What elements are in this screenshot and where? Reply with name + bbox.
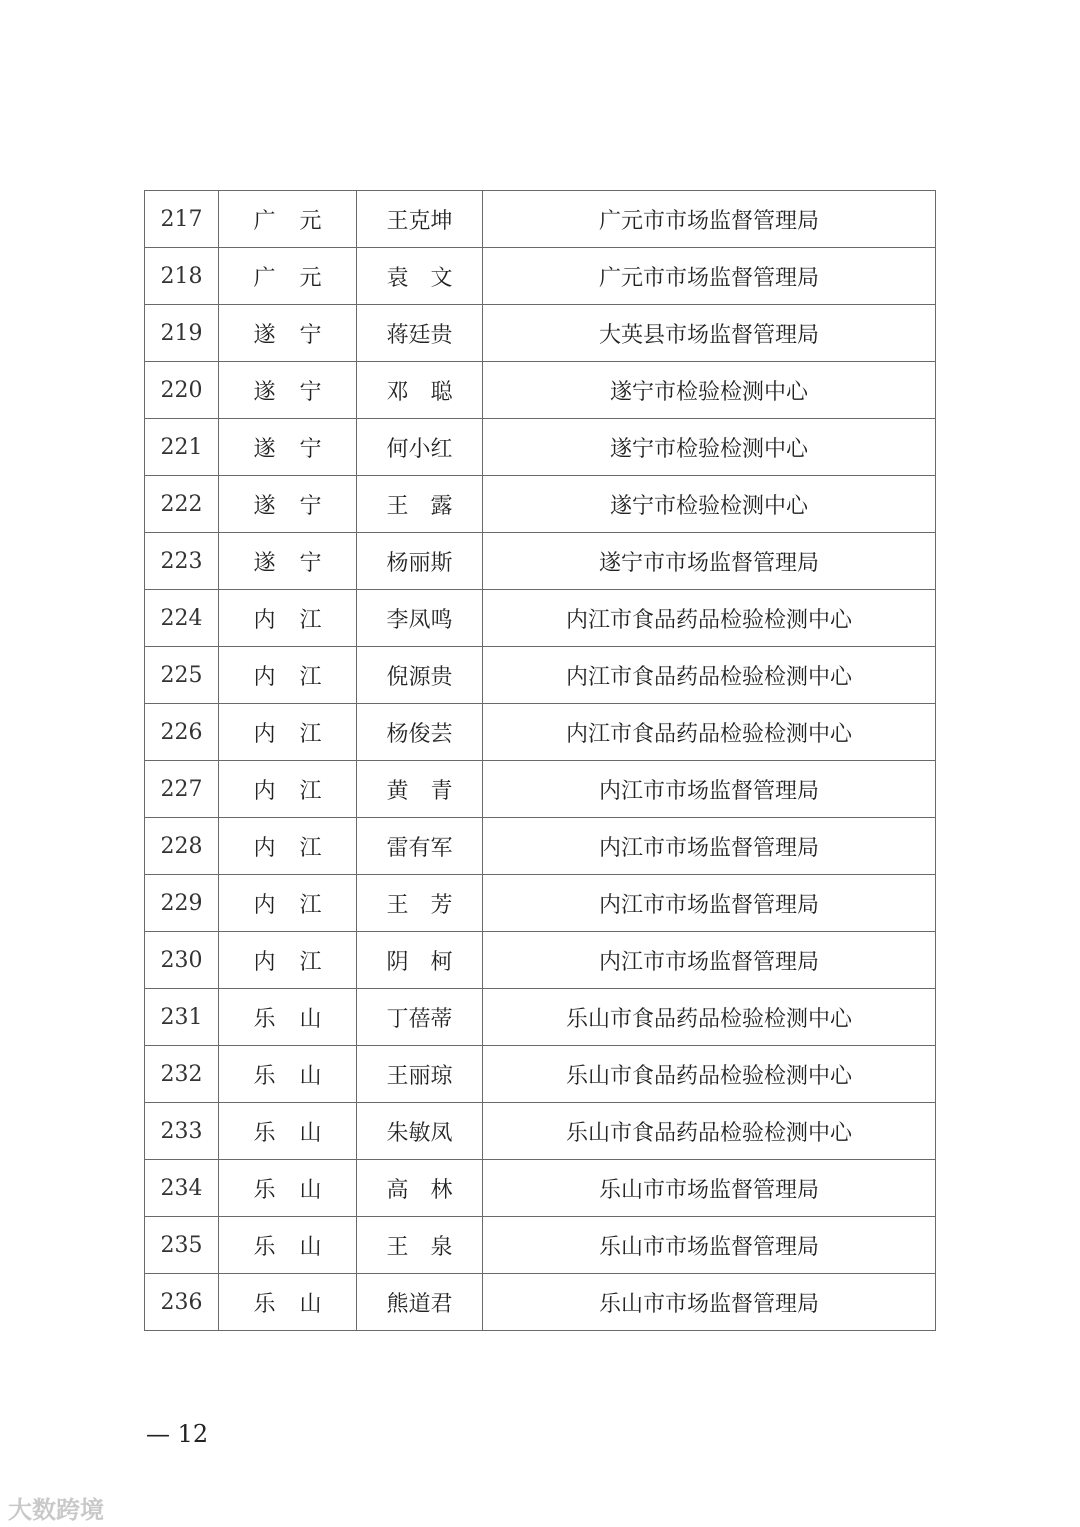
row-organization: 内江市市场监督管理局 [483,761,936,818]
row-organization: 内江市市场监督管理局 [483,875,936,932]
row-region: 内江 [219,647,357,704]
table-row [145,1103,936,1160]
row-number: 233 [145,1103,219,1160]
row-number: 234 [145,1160,219,1217]
row-region: 内江 [219,818,357,875]
table-row [145,362,936,419]
row-name: 黄青 [357,761,483,818]
row-region: 乐山 [219,1274,357,1331]
row-organization: 乐山市市场监督管理局 [483,1217,936,1274]
table-row [145,818,936,875]
row-number: 217 [145,191,219,248]
row-number: 229 [145,875,219,932]
row-name: 蒋廷贵 [357,305,483,362]
row-region: 乐山 [219,1217,357,1274]
row-name: 杨丽斯 [357,533,483,590]
table-row [145,647,936,704]
row-name: 王露 [357,476,483,533]
row-region: 内江 [219,704,357,761]
row-organization: 广元市市场监督管理局 [483,248,936,305]
row-name: 阴柯 [357,932,483,989]
table-row [145,1046,936,1103]
row-organization: 大英县市场监督管理局 [483,305,936,362]
row-number: 232 [145,1046,219,1103]
row-name: 王芳 [357,875,483,932]
page-number: — 12 [146,1420,209,1448]
row-name: 朱敏凤 [357,1103,483,1160]
table-row [145,476,936,533]
row-number: 227 [145,761,219,818]
table-row [145,590,936,647]
roster-table [144,190,936,1331]
table-row [145,704,936,761]
row-organization: 内江市食品药品检验检测中心 [483,704,936,761]
table-row [145,191,936,248]
row-region: 内江 [219,932,357,989]
row-number: 228 [145,818,219,875]
row-organization: 遂宁市检验检测中心 [483,362,936,419]
table-row [145,533,936,590]
row-name: 王泉 [357,1217,483,1274]
row-region: 乐山 [219,989,357,1046]
row-region: 内江 [219,590,357,647]
table-row [145,1217,936,1274]
row-name: 王克坤 [357,191,483,248]
row-organization: 乐山市食品药品检验检测中心 [483,989,936,1046]
row-name: 丁蓓蒂 [357,989,483,1046]
row-organization: 遂宁市检验检测中心 [483,419,936,476]
row-region: 乐山 [219,1046,357,1103]
row-number: 218 [145,248,219,305]
row-number: 236 [145,1274,219,1331]
table-row [145,305,936,362]
row-organization: 乐山市食品药品检验检测中心 [483,1046,936,1103]
row-number: 225 [145,647,219,704]
row-organization: 内江市市场监督管理局 [483,818,936,875]
row-number: 222 [145,476,219,533]
row-name: 王丽琼 [357,1046,483,1103]
row-region: 遂宁 [219,305,357,362]
row-organization: 内江市市场监督管理局 [483,932,936,989]
table-row [145,419,936,476]
row-name: 李凤鸣 [357,590,483,647]
row-name: 熊道君 [357,1274,483,1331]
row-organization: 乐山市食品药品检验检测中心 [483,1103,936,1160]
row-number: 224 [145,590,219,647]
row-organization: 乐山市市场监督管理局 [483,1274,936,1331]
row-name: 倪源贵 [357,647,483,704]
table-row [145,1160,936,1217]
row-number: 220 [145,362,219,419]
row-organization: 乐山市市场监督管理局 [483,1160,936,1217]
table-row [145,932,936,989]
row-region: 遂宁 [219,419,357,476]
row-region: 遂宁 [219,533,357,590]
row-number: 219 [145,305,219,362]
row-organization: 内江市食品药品检验检测中心 [483,590,936,647]
table-row [145,248,936,305]
row-number: 226 [145,704,219,761]
row-number: 223 [145,533,219,590]
row-region: 广元 [219,248,357,305]
row-number: 231 [145,989,219,1046]
row-organization: 遂宁市市场监督管理局 [483,533,936,590]
row-organization: 广元市市场监督管理局 [483,191,936,248]
table-row [145,1274,936,1331]
row-region: 乐山 [219,1160,357,1217]
row-name: 邓聪 [357,362,483,419]
table-row [145,761,936,818]
row-number: 221 [145,419,219,476]
row-region: 遂宁 [219,362,357,419]
row-region: 乐山 [219,1103,357,1160]
row-region: 内江 [219,761,357,818]
roster-table-body [145,191,936,1331]
row-name: 袁文 [357,248,483,305]
table-row [145,875,936,932]
row-region: 遂宁 [219,476,357,533]
row-number: 230 [145,932,219,989]
row-name: 雷有军 [357,818,483,875]
row-region: 广元 [219,191,357,248]
row-name: 何小红 [357,419,483,476]
row-organization: 遂宁市检验检测中心 [483,476,936,533]
row-number: 235 [145,1217,219,1274]
table-row [145,989,936,1046]
row-region: 内江 [219,875,357,932]
row-name: 杨俊芸 [357,704,483,761]
watermark: 大数跨境 [8,1496,104,1524]
row-name: 高林 [357,1160,483,1217]
row-organization: 内江市食品药品检验检测中心 [483,647,936,704]
